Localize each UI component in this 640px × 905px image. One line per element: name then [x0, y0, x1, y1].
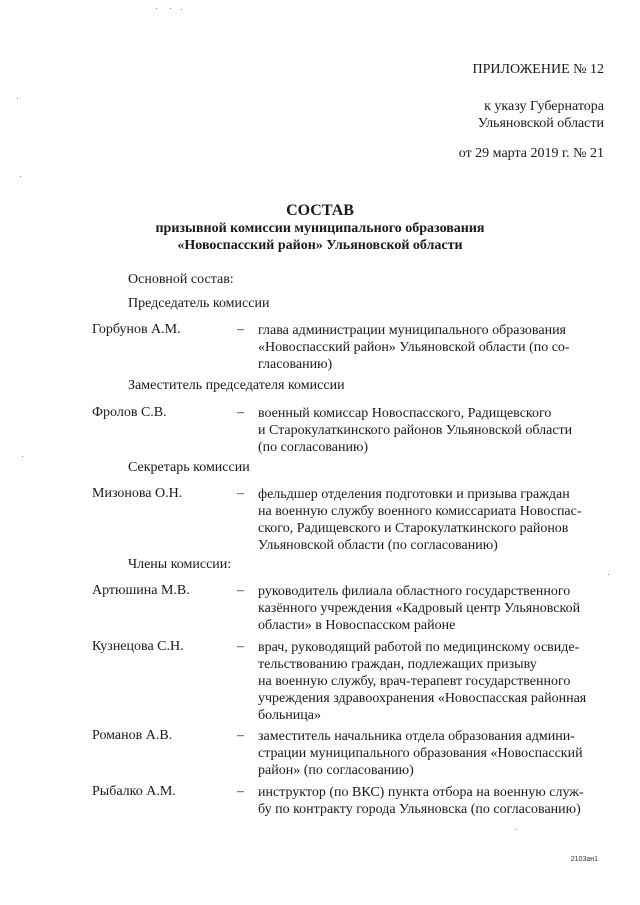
dash: –	[237, 639, 244, 654]
dash: –	[237, 583, 244, 598]
document-title: СОСТАВ	[286, 202, 354, 219]
section-chairman: Председатель комиссии	[128, 296, 270, 311]
person-description: заместитель начальника отдела образования админи- страции муниципального образования «Новоспасский район» (по согласованию)	[258, 729, 583, 778]
footer-code: 2103ан1	[570, 856, 598, 863]
decree-line-2: Ульяновской области	[477, 116, 604, 131]
person-description: врач, руководящий работой по медицинскому освиде- тельствованию граждан, подлежащих призыву на военную службу, врач-терапевт государственного учреждения здравоохранения «Новоспасская районная больница»	[258, 640, 587, 723]
dash: –	[237, 322, 244, 337]
person-name: Мизонова О.Н.	[92, 486, 183, 501]
person-name: Рыбалко А.М.	[92, 784, 176, 799]
scan-speck	[22, 456, 23, 457]
section-main-composition: Основной состав:	[128, 272, 234, 287]
dash: –	[237, 728, 244, 743]
decree-date: от 29 марта 2019 г. № 21	[458, 146, 604, 161]
person-name: Кузнецова С.Н.	[92, 639, 184, 654]
person-description: инструктор (по ВКС) пункта отбора на военную служ- бу по контракту города Ульяновска (по согласованию)	[258, 785, 584, 817]
dash: –	[237, 486, 244, 501]
scan-speck	[608, 574, 609, 575]
person-description: военный комиссар Новоспасского, Радищевского и Старокулаткинского районов Ульяновской области (по согласованию)	[258, 406, 573, 455]
section-members: Члены комиссии:	[128, 557, 232, 572]
section-deputy: Заместитель председателя комиссии	[128, 378, 345, 393]
person-description: глава администрации муниципального образования «Новоспасский район» Ульяновской области (по со- гласованию)	[258, 323, 570, 372]
person-name: Горбунов А.М.	[92, 322, 181, 337]
decree-line-1: к указу Губернатора	[484, 99, 604, 114]
scan-speck	[181, 9, 182, 10]
appendix-number: ПРИЛОЖЕНИЕ № 12	[472, 62, 604, 77]
dash: –	[237, 405, 244, 420]
title-line-2: «Новоспасский район» Ульяновской области	[177, 238, 463, 253]
title-line-1: призывной комиссии муниципального образования	[155, 221, 485, 236]
scan-speck	[20, 176, 21, 177]
dash: –	[237, 784, 244, 799]
section-secretary: Секретарь комиссии	[128, 460, 250, 475]
person-description: фельдшер отделения подготовки и призыва граждан на военную службу военного комиссариата Новоспас- ского, Радищевского и Старокулаткинского районов Ульяновской области (по согласованию)	[258, 487, 582, 553]
scan-speck	[515, 829, 516, 830]
scan-speck	[170, 8, 171, 9]
person-name: Романов А.В.	[92, 728, 173, 743]
person-name: Фролов С.В.	[92, 405, 167, 420]
scan-speck	[17, 98, 18, 99]
person-description: руководитель филиала областного государственного казённого учреждения «Кадровый центр Ульяновской области» в Новоспасском районе	[258, 584, 581, 633]
scan-speck	[156, 8, 157, 9]
person-name: Артюшина М.В.	[92, 583, 190, 598]
